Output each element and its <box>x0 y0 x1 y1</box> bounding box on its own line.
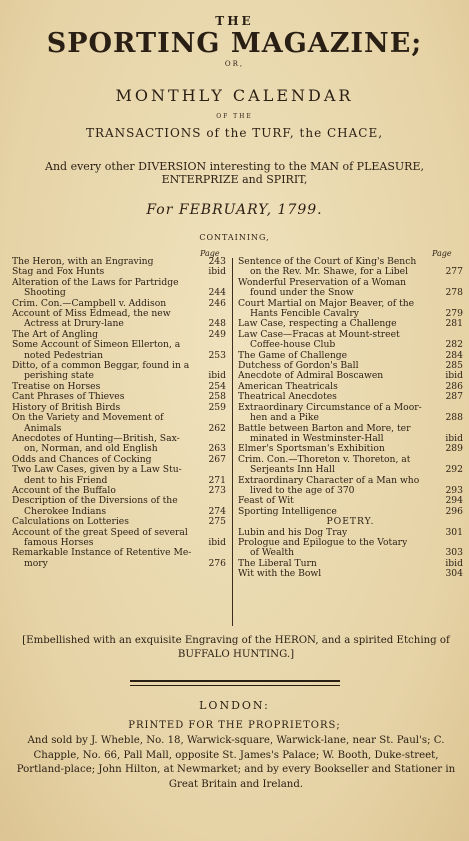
entry-title: famous Horses <box>24 537 94 548</box>
entry-title: Serjeants Inn Hall <box>250 465 335 476</box>
imprint-rule-thick <box>130 680 340 682</box>
entry-title: Animals <box>24 423 62 434</box>
contents-entry <box>238 288 463 298</box>
entry-page: 254 <box>208 380 226 392</box>
contents-entry <box>12 476 226 486</box>
entry-page: 296 <box>445 505 463 517</box>
entry-title: History of British Birds <box>12 402 121 413</box>
contents-entry <box>238 569 463 579</box>
entry-title: Wit with the Bowl <box>238 569 322 580</box>
entry-page: 284 <box>445 349 463 361</box>
entry-page: 249 <box>208 328 226 340</box>
entry-title: Account of Miss Edmead, the new <box>12 309 171 320</box>
entry-title: Cherokee Indians <box>24 506 107 517</box>
entry-page: 282 <box>445 339 463 351</box>
embellishment-note: [Embellished with an exquisite Engraving of the HERON, and a spirited Etching of BUFFALO HUNTING.] <box>22 635 450 660</box>
page-label-left: Page <box>200 249 220 258</box>
contents-entry: POETRY. <box>326 516 375 528</box>
entry-title: Anecdote of Admiral Boscawen <box>238 371 384 382</box>
entry-title: noted Pedestrian <box>24 350 104 361</box>
entry-title: Remarkable Instance of Retentive Me- <box>12 548 192 559</box>
imprint-printed: PRINTED FOR THE PROPRIETORS; <box>128 720 341 731</box>
entry-title: Sentence of the Court of King's Bench <box>238 257 417 267</box>
masthead-the: THE <box>215 14 254 28</box>
entry-page: 293 <box>445 484 463 496</box>
entry-title: Prologue and Epilogue to the Votary <box>238 537 408 548</box>
entry-title: Alteration of the Laws for Partridge <box>12 277 179 288</box>
contents-entry <box>12 538 226 548</box>
entry-title: The Heron, with an Engraving <box>12 257 154 267</box>
contents-entry <box>238 299 463 309</box>
column-divider <box>232 258 233 626</box>
entry-page: 286 <box>445 380 463 392</box>
contents-entry <box>12 465 226 475</box>
contents-entry <box>238 257 463 267</box>
entry-title: found under the Snow <box>250 288 354 299</box>
contents-entry <box>12 351 226 361</box>
entry-page: 262 <box>208 422 226 434</box>
contents-entry <box>12 382 226 392</box>
masthead-title: SPORTING MAGAZINE; <box>46 28 423 59</box>
entry-title: Law Case, respecting a Challenge <box>238 319 397 330</box>
contents-entry <box>238 361 463 371</box>
entry-title: Description of the Diversions of the <box>12 496 178 507</box>
contents-entry <box>12 392 226 402</box>
entry-title: Actress at Drury-lane <box>24 319 124 330</box>
entry-page: 277 <box>445 266 463 278</box>
contents-entry <box>238 528 463 538</box>
entry-page: 246 <box>208 297 226 309</box>
entry-page: 304 <box>445 568 463 580</box>
entry-title: Anecdotes of Hunting—British, Sax- <box>12 433 180 444</box>
entry-title: Feast of Wit <box>238 496 294 507</box>
contents-entry <box>12 319 226 329</box>
entry-title: dent to his Friend <box>24 475 108 486</box>
entry-page: 243 <box>208 256 226 267</box>
entry-title: Battle between Barton and More, ter <box>238 423 411 434</box>
entry-title: On the Variety and Movement of <box>12 413 164 424</box>
contents-entry <box>12 340 226 350</box>
entry-title: on the Rev. Mr. Shawe, for a Libel <box>250 267 409 278</box>
entry-title: Treatise on Horses <box>12 381 101 392</box>
entry-page: 276 <box>208 557 226 569</box>
entry-page: 279 <box>445 308 463 320</box>
contents-entry <box>238 340 463 350</box>
contents-entry <box>238 267 463 277</box>
entry-title: Dutchess of Gordon's Ball <box>238 361 359 372</box>
contents-entry <box>12 444 226 454</box>
contents-entry <box>12 486 226 496</box>
entry-page <box>222 413 226 423</box>
entry-page: ibid <box>208 536 226 548</box>
entry-page: ibid <box>208 370 226 382</box>
entry-title: mory <box>24 558 48 569</box>
entry-page: 263 <box>208 443 226 455</box>
containing-label: CONTAINING, <box>199 233 270 242</box>
contents-entry <box>238 371 463 381</box>
contents-entry <box>238 496 463 506</box>
contents-entry <box>238 486 463 496</box>
contents-entry <box>12 496 226 506</box>
entry-title: hen and a Pike <box>250 413 319 424</box>
contents-entry <box>238 278 463 288</box>
entry-page <box>222 465 226 475</box>
contents-entry <box>12 424 226 434</box>
entry-title: Court Martial on Major Beaver, of the <box>238 298 415 309</box>
entry-title: lived to the age of 370 <box>250 485 355 496</box>
contents-entry <box>12 257 226 267</box>
entry-title: Extraordinary Circumstance of a Moor- <box>238 402 422 413</box>
contents-entry <box>238 559 463 569</box>
contents-entry <box>238 392 463 402</box>
entry-title: Extraordinary Character of a Man who <box>238 475 420 486</box>
entry-title: on, Norman, and old English <box>24 444 158 455</box>
masthead-subtitle: MONTHLY CALENDAR <box>115 86 354 105</box>
entry-page: 285 <box>445 360 463 372</box>
masthead-transactions: TRANSACTIONS of the TURF, the CHACE, <box>85 126 384 140</box>
contents-entry <box>12 507 226 517</box>
contents-entry <box>12 267 226 277</box>
contents-entry <box>238 309 463 319</box>
contents-right-column <box>238 257 463 580</box>
entry-title: Account of the great Speed of several <box>12 527 188 538</box>
contents-entry <box>12 455 226 465</box>
entry-title: Two Law Cases, given by a Law Stu- <box>12 465 182 476</box>
entry-page: 303 <box>445 547 463 559</box>
entry-title: Stag and Fox Hunts <box>12 267 105 278</box>
entry-page: 273 <box>208 484 226 496</box>
page-label-right: Page <box>432 249 452 258</box>
entry-page: 294 <box>445 495 463 507</box>
entry-title: Calculations on Lotteries <box>12 517 129 528</box>
masthead-or: OR, <box>224 60 245 68</box>
entry-title: Ditto, of a common Beggar, found in a <box>12 361 190 372</box>
entry-title: Wonderful Preservation of a Woman <box>238 277 407 288</box>
entry-title: Crim. Con.—Thoreton v. Thoreton, at <box>238 454 411 465</box>
contents-entry <box>238 538 463 548</box>
contents-entry <box>238 403 463 413</box>
entry-page: ibid <box>445 557 463 569</box>
entry-page: 244 <box>208 287 226 299</box>
entry-page: 271 <box>208 474 226 486</box>
entry-page: ibid <box>208 266 226 278</box>
entry-page: 248 <box>208 318 226 330</box>
masthead-every-line2: ENTERPRIZE and SPIRIT, <box>161 173 308 186</box>
contents-entry <box>238 382 463 392</box>
entry-page: ibid <box>445 432 463 444</box>
issue-date: For FEBRUARY, 1799. <box>146 202 323 218</box>
contents-entry <box>12 299 226 309</box>
entry-page: 278 <box>445 287 463 299</box>
contents-entry <box>238 465 463 475</box>
entry-page: 301 <box>445 526 463 538</box>
contents-entry <box>12 434 226 444</box>
contents-entry <box>12 528 226 538</box>
entry-page: 267 <box>208 453 226 465</box>
entry-title: The Art of Angling <box>12 329 99 340</box>
entry-title: Elmer's Sportsman's Exhibition <box>238 444 385 455</box>
entry-title: perishing state <box>24 371 94 382</box>
entry-title: Coffee-house Club <box>250 340 336 351</box>
masthead-every-line1: And every other DIVERSION interesting to the MAN of PLEASURE, <box>45 160 424 173</box>
contents-entry <box>12 288 226 298</box>
contents-entry <box>12 517 226 527</box>
contents-entry <box>12 548 226 558</box>
contents-entry <box>238 330 463 340</box>
entry-title: Crim. Con.—Campbell v. Addison <box>12 298 167 309</box>
entry-title: Hants Fencible Cavalry <box>250 309 359 320</box>
entry-title: Sporting Intelligence <box>238 506 337 517</box>
contents-entry <box>12 559 226 569</box>
imprint-rule-thin <box>130 685 340 686</box>
contents-entry <box>12 361 226 371</box>
entry-title: American Theatricals <box>238 381 338 392</box>
entry-title: Theatrical Anecdotes <box>238 392 337 403</box>
contents-entry <box>238 548 463 558</box>
entry-title: The Game of Challenge <box>238 350 348 361</box>
contents-entry <box>238 424 463 434</box>
contents-entry <box>12 278 226 288</box>
imprint-london: LONDON: <box>199 699 270 712</box>
masthead-of-the: OF THE <box>216 113 253 120</box>
contents-entry <box>12 371 226 381</box>
contents-entry <box>238 444 463 454</box>
contents-left-column <box>12 257 226 569</box>
entry-title: Law Case—Fracas at Mount-street <box>238 329 400 340</box>
entry-page: 288 <box>445 412 463 424</box>
entry-page: 259 <box>208 401 226 413</box>
contents-entry <box>12 330 226 340</box>
entry-page: 275 <box>208 516 226 528</box>
entry-page: 287 <box>445 391 463 403</box>
entry-title: Shooting <box>24 288 66 299</box>
contents-entry <box>238 455 463 465</box>
entry-title: Cant Phrases of Thieves <box>12 392 125 403</box>
entry-page: 292 <box>445 464 463 476</box>
entry-title: Lubin and his Dog Tray <box>238 527 348 538</box>
entry-page: 281 <box>445 318 463 330</box>
entry-page: 274 <box>208 505 226 517</box>
entry-title: Some Account of Simeon Ellerton, a <box>12 340 181 351</box>
contents-entry <box>12 309 226 319</box>
entry-title: of Wealth <box>250 548 295 559</box>
contents-entry <box>238 413 463 423</box>
entry-page: 289 <box>445 443 463 455</box>
entry-title: minated in Westminster-Hall <box>250 433 384 444</box>
entry-page: 253 <box>208 349 226 361</box>
imprint-sold-by: And sold by J. Wheble, No. 18, Warwick-square, Warwick-lane, near St. Paul's; C. Chapple, No. 66, Pall Mall, opposite St. James's Palace; W. Booth, Duke-street, Portland-place; John Hilton, at Newmarket; and by every Bookseller and Stationer in Great Britain and Ireland. <box>16 735 456 790</box>
contents-entry <box>238 434 463 444</box>
entry-title: Odds and Chances of Cocking <box>12 454 152 465</box>
entry-title: Account of the Buffalo <box>12 485 116 496</box>
contents-entry <box>238 476 463 486</box>
entry-page: 258 <box>208 391 226 403</box>
contents-entry <box>238 351 463 361</box>
contents-entry <box>12 413 226 423</box>
entry-page: ibid <box>445 370 463 382</box>
contents-entry <box>12 403 226 413</box>
contents-entry <box>238 319 463 329</box>
entry-title: The Liberal Turn <box>238 558 317 569</box>
